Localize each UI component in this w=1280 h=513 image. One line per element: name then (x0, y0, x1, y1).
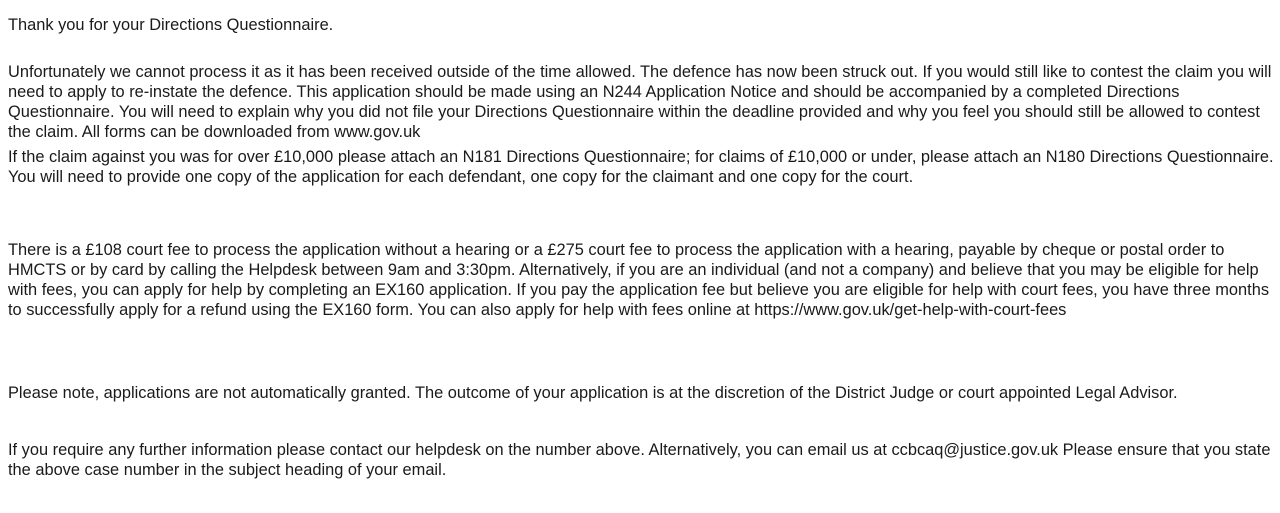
contact-paragraph: If you require any further information please contact our helpdesk on the number above. Alternatively, you can email us at ccbcaq@justice.gov.uk Please ensure that you state the above case number in the subject heading of your email. (8, 441, 1271, 479)
court-fees-paragraph: There is a £108 court fee to process the application without a hearing or a £275 court fee to process the application with a hearing, payable by cheque or postal order to HMCTS or by card by calling the Helpdesk between 9am and 3:30pm. Alternatively, if you are an individual (and not a company) and believe that you may be eligible for help with fees, you can apply for help by completing an EX160 application. If you pay the application fee but believe you are eligible for help with court fees, you have three months to successfully apply for a refund using the EX160 form. You can also apply for help with fees online at https://www.gov.uk/get-help-with-court-fees (8, 241, 1270, 319)
claim-value-paragraph: If the claim against you was for over £10,000 please attach an N181 Directions Questionnaire; for claims of £10,000 or under, please attach an N180 Directions Questionnaire. You will need to provide one copy of the application for each defendant, one copy for the claimant and one copy for the court. (8, 148, 1274, 186)
late-questionnaire-paragraph: Unfortunately we cannot process it as it has been received outside of the time allowed. The defence has now been struck out. If you would still like to contest the claim you will need to apply to re-instate the defence. This application should be made using an N244 Application Notice and should be accompanied by a completed Directions Questionnaire. You will need to explain why you did not file your Directions Questionnaire within the deadline provided and why you feel you should still be allowed to contest the claim. All forms can be downloaded from www.gov.uk (8, 63, 1272, 141)
thank-you-paragraph: Thank you for your Directions Questionnaire. (8, 16, 334, 34)
discretion-note-paragraph: Please note, applications are not automatically granted. The outcome of your application is at the discretion of the District Judge or court appointed Legal Advisor. (8, 384, 1178, 402)
